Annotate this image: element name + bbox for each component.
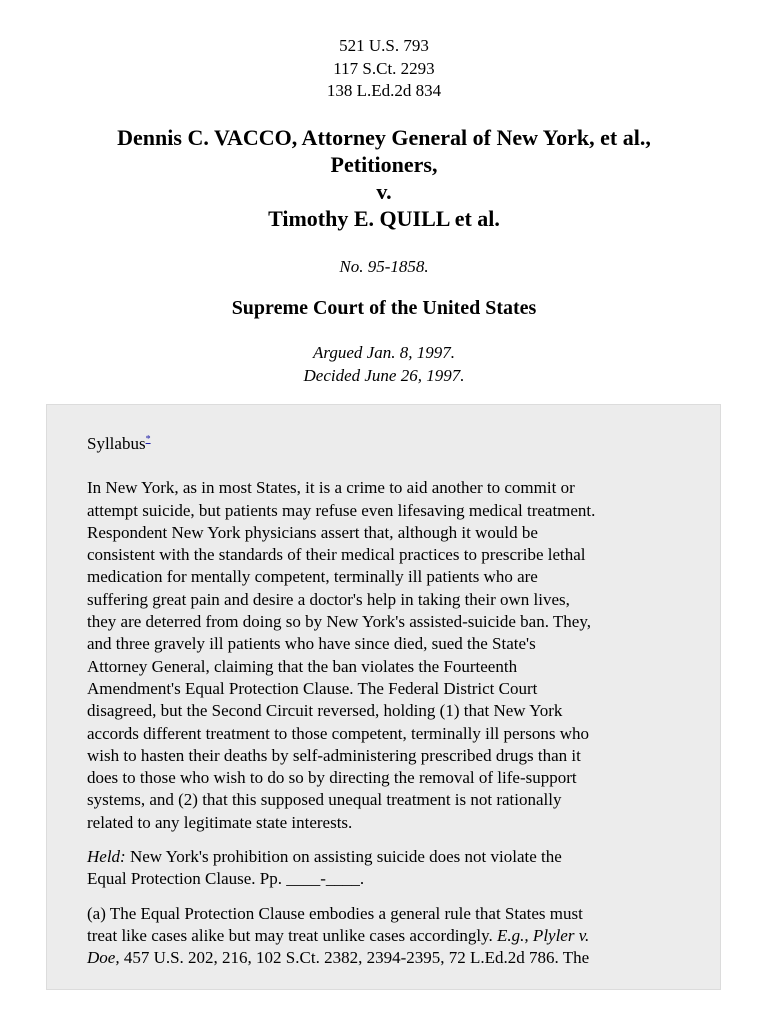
case-cite-plyler-part-1: E.g., Plyler v. [497, 925, 590, 945]
syllabus-heading-label: Syllabus [87, 434, 146, 453]
facts-line: and three gravely ill patients who have since died, sued the State's [87, 634, 536, 654]
case-dates [0, 342, 768, 387]
facts-line: does to those who wish to do so by directing the removal of life-support [87, 768, 577, 788]
facts-line: Respondent New York physicians assert that, although it would be [87, 522, 538, 542]
para-a-text-3: 457 U.S. 202, 216, 102 S.Ct. 2382, 2394-2395, 72 L.Ed.2d 786. The [119, 948, 590, 968]
held-line-2: Equal Protection Clause. Pp. ____-____. [87, 869, 365, 889]
case-title [0, 124, 768, 232]
para-a-line-1: (a) The Equal Protection Clause embodies a general rule that States must [87, 903, 583, 923]
facts-line: Attorney General, claiming that the ban violates the Fourteenth [87, 656, 518, 676]
para-a-line-3 [87, 947, 697, 969]
reporter-citations [0, 35, 768, 103]
facts-line: Amendment's Equal Protection Clause. The Federal District Court [87, 678, 538, 698]
facts-line: In New York, as in most States, it is a crime to aid another to commit or [87, 478, 575, 498]
facts-line: accords different treatment to those competent, terminally ill persons who [87, 723, 589, 743]
held-label: Held: [87, 847, 126, 867]
syllabus-section [46, 404, 721, 990]
facts-line: medication for mentally competent, terminally ill patients who are [87, 567, 538, 587]
citation-us: 521 U.S. 793 [339, 36, 429, 55]
facts-line: suffering great pain and desire a doctor's help in taking their own lives, [87, 589, 570, 609]
docket-number: No. 95-1858. [339, 257, 429, 276]
para-a-text-2: treat like cases alike but may treat unlike cases accordingly. [87, 925, 498, 945]
facts-line: attempt suicide, but patients may refuse even lifesaving medical treatment. [87, 500, 596, 520]
facts-line: disagreed, but the Second Circuit reversed, holding (1) that New York [87, 701, 563, 721]
syllabus-content [87, 433, 697, 982]
case-title-respondent: Timothy E. QUILL et al. [268, 206, 500, 231]
facts-line: they are deterred from doing so by New York's assisted-suicide ban. They, [87, 612, 591, 632]
facts-line: systems, and (2) that this supposed unequal treatment is not rationally [87, 790, 562, 810]
held-line-1 [87, 846, 697, 868]
syllabus-paragraph-facts [87, 477, 697, 834]
syllabus-paragraph-a [87, 903, 697, 970]
case-title-petitioners-label: Petitioners, [330, 152, 438, 177]
citation-sct: 117 S.Ct. 2293 [333, 58, 435, 78]
held-text-1: New York's prohibition on assisting suicide does not violate the [125, 847, 562, 867]
para-a-line-2 [87, 925, 697, 947]
syllabus-footnote-link[interactable]: * [145, 434, 151, 445]
court-name: Supreme Court of the United States [231, 297, 537, 319]
syllabus-paragraph-held [87, 846, 697, 891]
syllabus-heading [87, 433, 697, 455]
case-title-versus: v. [376, 179, 392, 204]
facts-line: consistent with the standards of their medical practices to prescribe lethal [87, 545, 586, 565]
facts-line: related to any legitimate state interests. [87, 812, 353, 832]
argued-date: Argued Jan. 8, 1997. [313, 343, 455, 362]
citation-led: 138 L.Ed.2d 834 [326, 81, 442, 100]
facts-line: wish to hasten their deaths by self-administering prescribed drugs than it [87, 745, 581, 765]
case-title-petitioner: Dennis C. VACCO, Attorney General of New York, et al., [117, 125, 651, 150]
case-cite-plyler-part-2: Doe, [87, 948, 120, 968]
decided-date: Decided June 26, 1997. [303, 365, 465, 385]
